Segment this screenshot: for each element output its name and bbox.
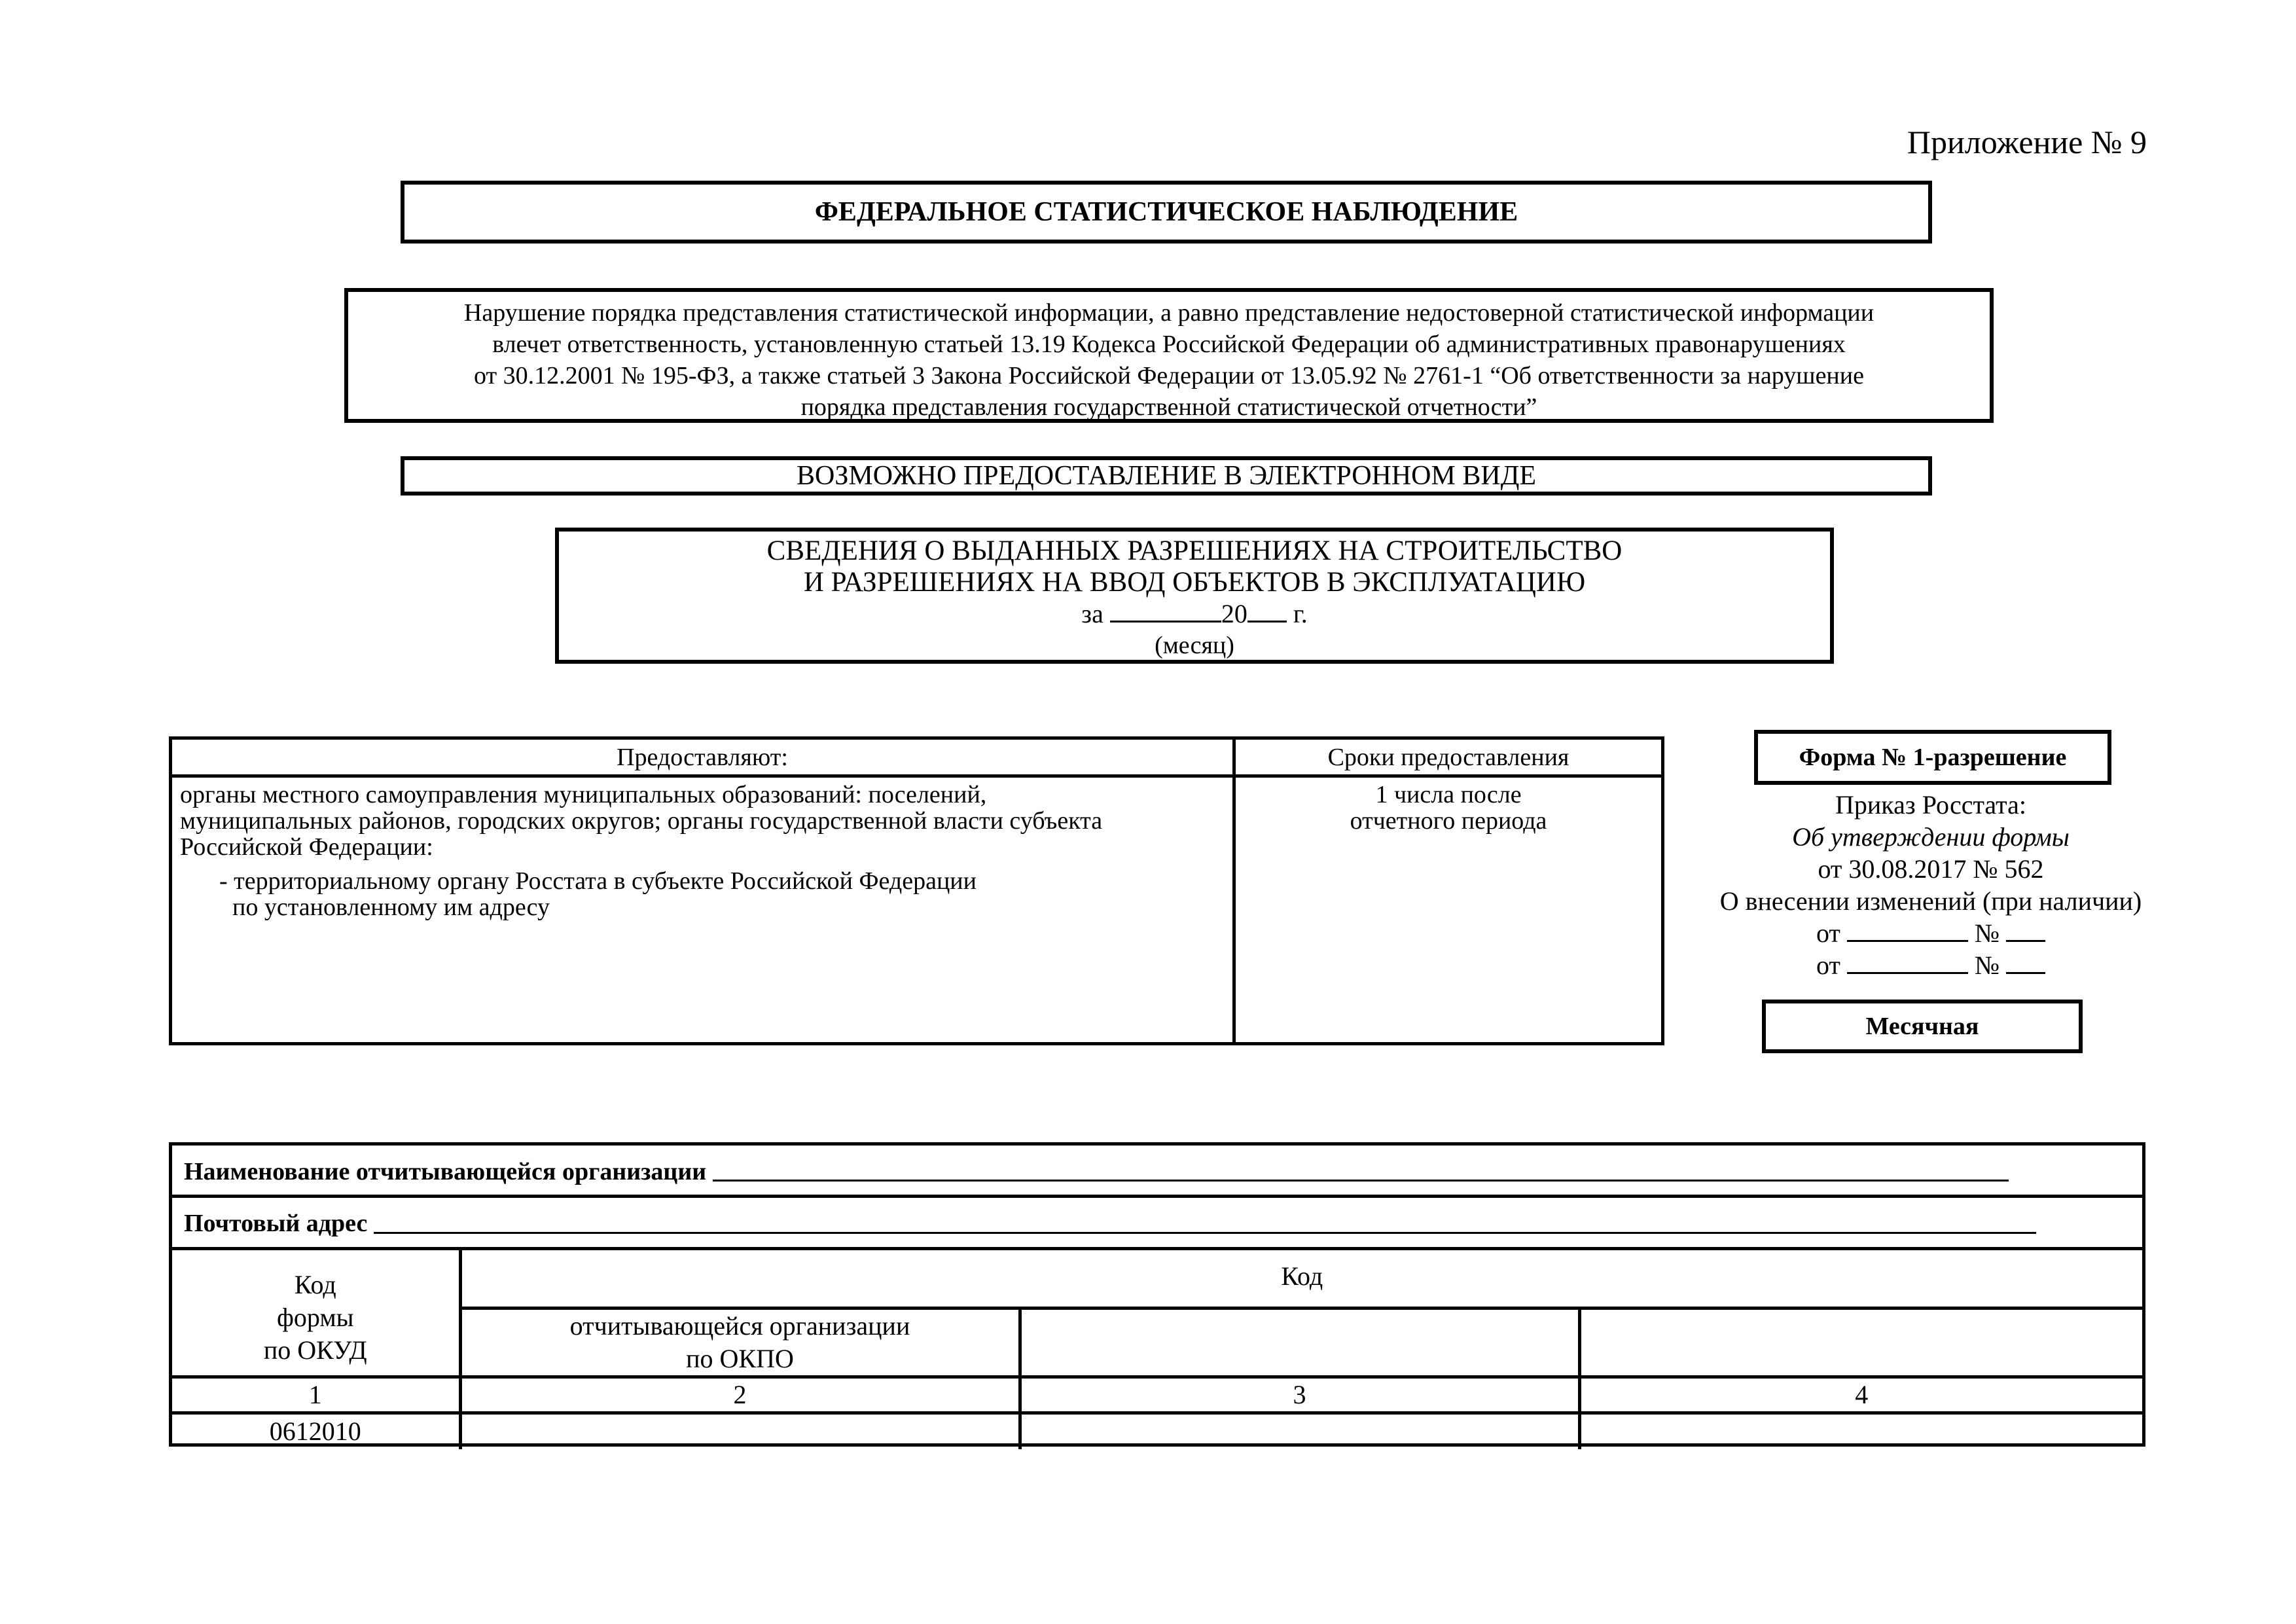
periodicity-box [1762, 1000, 2083, 1053]
change-number-field[interactable] [2006, 972, 2045, 974]
code-header-col4 [1579, 1308, 2142, 1377]
org-name-label: Наименование отчитывающейся организации [184, 1158, 707, 1185]
code-cell-3[interactable] [1020, 1413, 1579, 1449]
change-number-label: № [1974, 950, 2000, 980]
codes-table [172, 1247, 2142, 1449]
recipient-line: по установленному им адресу [232, 893, 550, 921]
header-title-box [401, 181, 1932, 244]
change-row-2 [1689, 949, 2173, 981]
form-number: Форма № 1-разрешение [1799, 744, 2067, 771]
org-name-field[interactable] [713, 1146, 2009, 1182]
postal-address-field[interactable] [374, 1198, 2036, 1234]
legal-warning-box [344, 288, 1994, 423]
order-date: от 30.08.2017 № 562 [1818, 854, 2044, 884]
report-title-box [555, 528, 1834, 664]
provide-line: муниципальных районов, городских округов; органы государственной власти субъекта [180, 807, 1103, 835]
submission-table [169, 736, 1664, 1045]
year-prefix: 20 [1221, 599, 1247, 628]
change-from-label: от [1816, 918, 1840, 948]
organization-block [169, 1142, 2145, 1447]
changes-label: О внесении изменений (при наличии) [1719, 886, 2142, 916]
deadline-cell [1234, 776, 1663, 1044]
col-number: 3 [1020, 1377, 1579, 1413]
order-title: Об утверждении формы [1792, 822, 2070, 852]
col-number: 1 [172, 1377, 460, 1413]
deadline-line: 1 числа после [1375, 781, 1522, 808]
electronic-note-box [401, 456, 1932, 496]
change-row-1 [1689, 917, 2173, 949]
change-number-label: № [1974, 918, 2000, 948]
postal-address-row [172, 1198, 2142, 1250]
appendix-label: Приложение № 9 [1907, 124, 2147, 160]
org-name-row [172, 1146, 2142, 1198]
change-date-field[interactable] [1847, 972, 1968, 974]
deadline-line: отчетного периода [1350, 807, 1547, 835]
provide-cell [171, 776, 1234, 1044]
header-title: ФЕДЕРАЛЬНОЕ СТАТИСТИЧЕСКОЕ НАБЛЮДЕНИЕ [814, 197, 1518, 227]
month-field[interactable] [1110, 621, 1221, 623]
report-title-line: И РАЗРЕШЕНИЯХ НА ВВОД ОБЪЕКТОВ В ЭКСПЛУАТАЦИЮ [803, 567, 1586, 598]
change-date-field[interactable] [1847, 940, 1968, 942]
form-number-box [1754, 730, 2111, 785]
periodicity: Месячная [1865, 1013, 1979, 1040]
provide-header: Предоставляют: [171, 738, 1234, 776]
okud-header: Код формы по ОКУД [172, 1247, 460, 1377]
order-label: Приказ Росстата: [1835, 790, 2026, 820]
code-header-col3 [1020, 1308, 1579, 1377]
col-number: 2 [460, 1377, 1020, 1413]
year-suffix: г. [1293, 599, 1308, 628]
order-info [1689, 789, 2173, 981]
deadline-header: Сроки предоставления [1234, 738, 1663, 776]
year-field[interactable] [1247, 621, 1287, 623]
postal-address-label: Почтовый адрес [184, 1210, 368, 1237]
legal-warning-line: от 30.12.2001 № 195-ФЗ, а также статьей 3 Закона Российской Федерации от 13.05.92 № 2761-1 “Об ответственности за нарушение [474, 362, 1864, 389]
legal-warning-line: Нарушение порядка представления статистической информации, а равно представление недостоверной статистической информации [463, 299, 1874, 327]
provide-line: Российской Федерации: [180, 833, 433, 861]
change-from-label: от [1816, 950, 1840, 980]
code-header: Код [460, 1247, 2142, 1308]
col-number: 4 [1579, 1377, 2142, 1413]
period-caption: (месяц) [1155, 632, 1234, 659]
code-cell-4[interactable] [1579, 1413, 2142, 1449]
period-prefix: за [1081, 599, 1103, 628]
legal-warning-line: порядка представления государственной статистической отчетности” [800, 393, 1537, 421]
okpo-code-cell[interactable] [460, 1413, 1020, 1449]
provide-line: органы местного самоуправления муниципальных образований: поселений, [180, 781, 987, 808]
change-number-field[interactable] [2006, 940, 2045, 942]
legal-warning-line: влечет ответственность, установленную статьей 13.19 Кодекса Российской Федерации об административных правонарушениях [492, 331, 1846, 358]
report-period [559, 598, 1830, 630]
report-title-line: СВЕДЕНИЯ О ВЫДАННЫХ РАЗРЕШЕНИЯХ НА СТРОИТЕЛЬСТВО [766, 535, 1623, 566]
okud-code-value: 0612010 [172, 1413, 460, 1449]
recipient-line: - территориальному органу Росстата в субъекте Российской Федерации [219, 867, 977, 895]
okpo-header: отчитывающейся организации по ОКПО [460, 1308, 1020, 1377]
electronic-note: ВОЗМОЖНО ПРЕДОСТАВЛЕНИЕ В ЭЛЕКТРОННОМ ВИДЕ [796, 461, 1537, 491]
